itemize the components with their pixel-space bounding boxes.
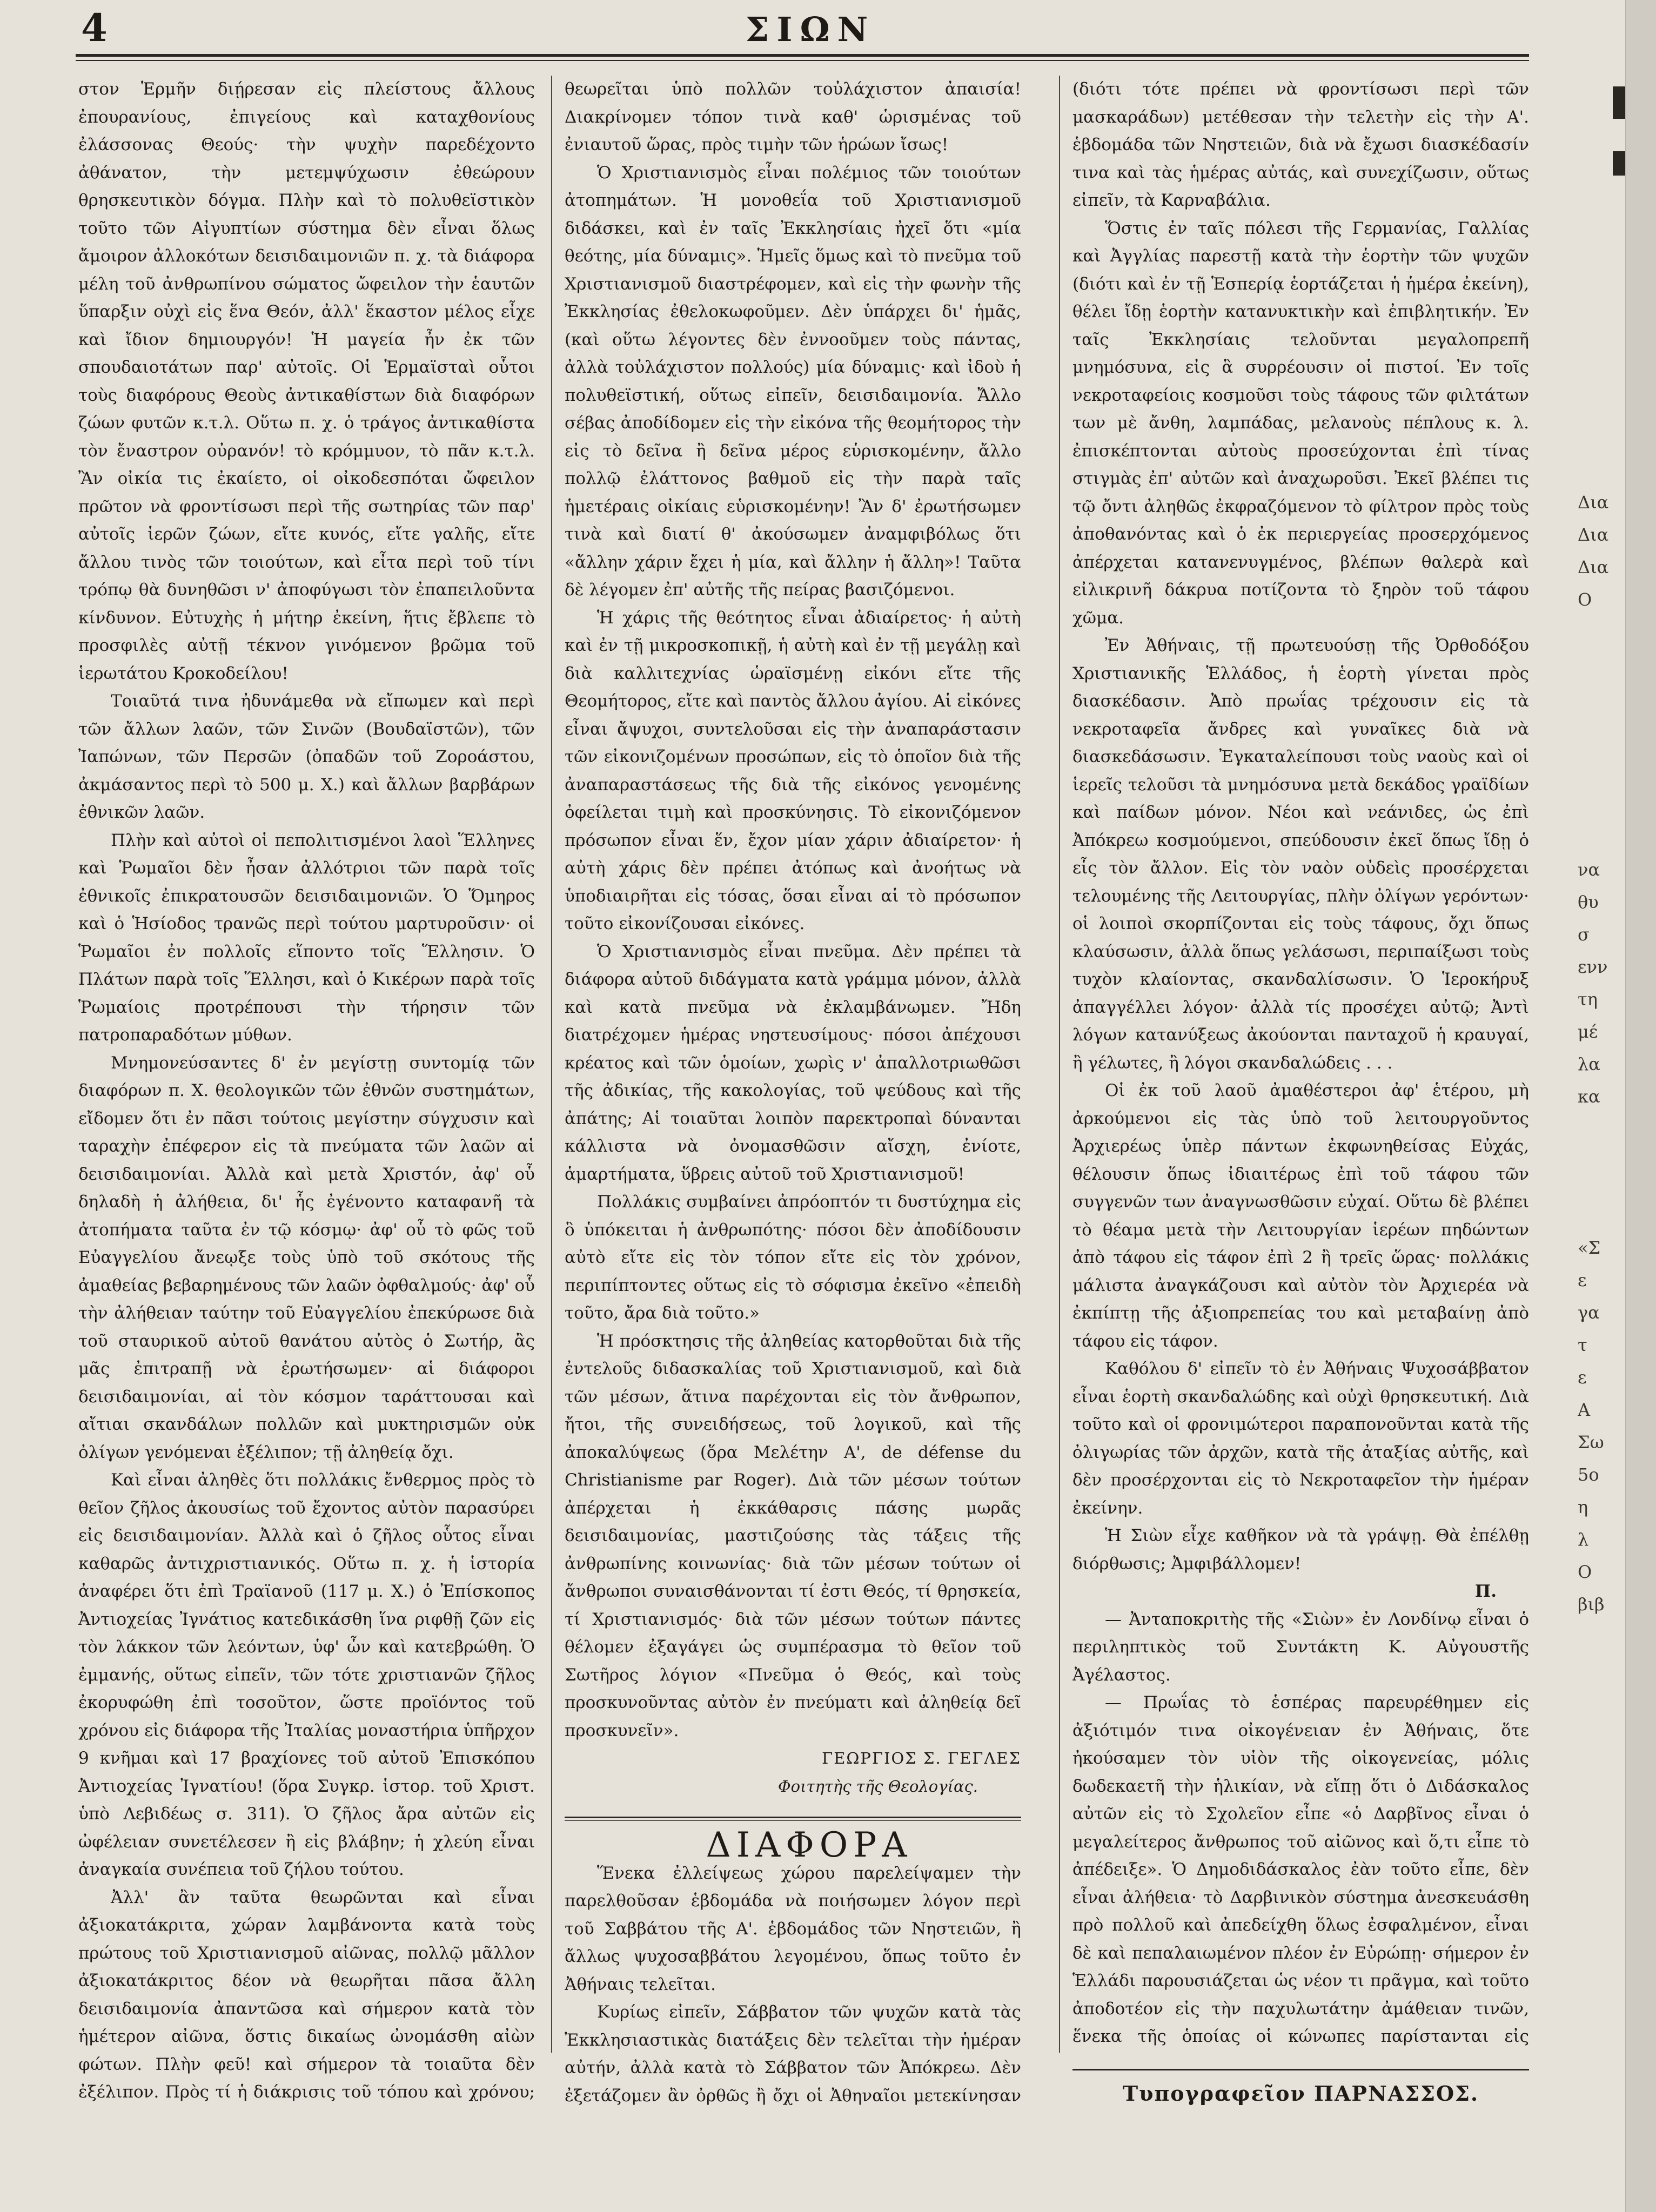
fragment: λ — [1578, 1529, 1589, 1550]
ink-mark — [1613, 151, 1626, 176]
paragraph: Πλὴν καὶ αὐτοὶ οἱ πεπολιτισμένοι λαοὶ Ἕλληνες καὶ Ῥωμαῖοι δὲν ἦσαν ἀλλότριοι τῶν παρὰ τοῖς ἐθνικοῖς ἐπικρατουσῶν δεισιδαιμονιῶν. Ὁ Ὅμηρος καὶ ὁ Ἡσίοδος τρανῶς περὶ τούτου μαρτυροῦσιν· οἱ Ῥωμαῖοι ἐν πολλοῖς εἵποντο τοῖς Ἕλλησιν. Ὁ Πλάτων παρὰ τοῖς Ἕλλησι, καὶ ὁ Κικέρων παρὰ τοῖς Ῥωμαίοις προτρέπουσι τὴν τήρησιν τῶν πατροπαραδότων μύθων. — [78, 830, 535, 1045]
fragment: ενν — [1578, 957, 1608, 977]
paragraph: στον Ἑρμῆν διῄρεσαν εἰς πλείστους ἄλλους ἐπουρανίους, ἐπιγείους καὶ καταχθονίους ἐλάσσονας Θεούς· τὴν ψυχὴν παρεδέχοντο ἀθάνατον, τὴν μετεμψύχωσιν ἐθεώρουν θρησκευτικὸν δόγμα. Πλὴν καὶ τὸ πολυθεϊστικὸν τοῦτο τῶν Αἰγυπτίων σύστημα δὲν εἶναι ὅλως ἄμοιρον ἀλλοκότων δεισιδαιμονιῶν π. χ. τὰ διάφορα μέλη τοῦ ἀνθρωπίνου σώματος ὤφειλον τὴν ἑαυτῶν ὕπαρξιν οὐχὶ εἰς ἕνα Θεόν, ἀλλ' ἕκαστον μέλος εἶχε καὶ ἴδιον δημιουργόν! Ἡ μαγεία ἦν ἐκ τῶν σπουδαιοτάτων παρ' αὐτοῖς. Οἱ Ἑρμαϊσταὶ οὗτοι τοὺς διαφόρους Θεοὺς ἀντικαθίστων διὰ διαφόρων ζώων φυτῶν κ.τ.λ. Οὕτω π. χ. ὁ τράγος ἀντικαθίστα τὸν ἔναστρον οὐρανόν! τὸ κρόμμυον, τὸ πᾶν κ.τ.λ. Ἂν οἰκία τις ἐκαίετο, οἱ οἰκοδεσπόται ὤφειλον πρῶτον νὰ φροντίσωσι περὶ τῆς σωτηρίας τῶν παρ' αὐτοῖς ἱερῶν ζώων, εἴτε κυνός, εἴτε γαλῆς, εἴτε ἄλλου τινὸς τῶν τοιούτων, καὶ εἶτα περὶ τοῦ τίνι τρόπῳ θὰ δυνηθῶσι ν' ἀποφύγωσι τὸν ἐπαπειλοῦντα κίνδυνον. Εὐτυχὴς ἡ μήτηρ ἐκείνη, ἥτις ἔβλεπε τὸ προσφιλὲς αὐτῇ τέκνον γινόμενον βρῶμα τοῦ ἱερωτάτου Κροκοδείλου! — [78, 79, 535, 683]
section-title: ΔΙΑΦΟΡΑ — [706, 1825, 913, 1865]
fragment: Ο — [1578, 1562, 1592, 1582]
paragraph: Ὅστις ἐν ταῖς πόλεσι τῆς Γερμανίας, Γαλλίας καὶ Ἀγγλίας παρεστῇ κατὰ τὴν ἑορτὴν τῶν ψυχῶν (διότι καὶ ἐν τῇ Ἑσπερίᾳ ἑορτάζεται ἡ ἡμέρα ἐκείνη), θέλει ἴδῃ ἑορτὴν κατανυκτικὴν καὶ ἐπιβλητικήν. Ἐν ταῖς Ἐκκλησίαις τελοῦνται μεγαλοπρεπῆ μνημόσυνα, εἰς ἃ συρρέουσιν οἱ πιστοί. Ἐν τοῖς νεκροταφείοις κοσμοῦσι τοὺς τάφους τῶν φιλτάτων των μὲ ἄνθη, λαμπάδας, μελανοὺς πέπλους κ. λ. ἐπισκέπτονται αὐτοὺς προσεύχονται ἐπὶ τίνας στιγμὰς ἐπ' αὐτῶν καὶ ἀναχωροῦσι. Ἐκεῖ βλέπει τις τῷ ὄντι ἀληθῶς ἐκφραζόμενον τὸ φίλτρον πρὸς τοὺς ἀποθανόντας καὶ ὁ ἐκ περιεργείας προσερχόμενος ἀπέρχεται κατανενυγμένος, βλέπων θαλερὰ καὶ εἰλικρινῆ δάκρυα ποτίζοντα τὸ ξηρὸν τοῦ τάφου χῶμα. — [1072, 218, 1529, 628]
column-1 — [78, 76, 535, 2107]
fragment: η — [1578, 1497, 1588, 1517]
fragment: σ — [1578, 924, 1590, 945]
paragraph: Ὁ Χριστιανισμὸς εἶναι πολέμιος τῶν τοιούτων ἀτοπημάτων. Ἡ μονοθεΐα τοῦ Χριστιανισμοῦ διδάσκει, καὶ ἐν ταῖς Ἐκκλησίαις ἠχεῖ ὅτι «μία θεότης, μία δύναμις». Ἡμεῖς ὅμως καὶ τὸ πνεῦμα τοῦ Χριστιανισμοῦ διαστρέφομεν, καὶ εἰς τὴν φωνὴν τῆς Ἐκκλησίας ἐθελοκωφοῦμεν. Δὲν ὑπάρχει δι' ἡμᾶς, (καὶ οὕτω λέγοντες δὲν ἐννοοῦμεν τοὺς πάντας, ἀλλὰ τοὐλάχιστον πολλούς) μία δύναμις· καὶ ἰδοὺ ἡ πολυθεϊστική, οὕτως εἰπεῖν, δεισιδαιμονία. Ἄλλο σέβας ἀποδίδομεν εἰς τὴν εἰκόνα τῆς θεομήτορος τὴν εἰς τὸ δεῖνα ἢ δεῖνα μέρος εὑρισκομένην, ἄλλο πολλῷ ἐλάττονος βαθμοῦ εἰς τὴν παρὰ ταῖς ἡμετέραις οἰκίαις εὑρισκομένην! Ἂν δ' ἐρωτήσωμεν τινὰ καὶ διατί θ' ἀκούσωμεν ἀναμφιβόλως ὅτι «ἄλλην χάριν ἔχει ἡ μία, καὶ ἄλλην ἡ ἄλλη»! Ταῦτα δὲ λέγομεν ἐπ' αὐτῆς τῆς πείρας βασιζόμενοι. — [565, 163, 1021, 600]
paragraph: Οἱ ἐκ τοῦ λαοῦ ἀμαθέστεροι ἀφ' ἑτέρου, μὴ ἀρκούμενοι εἰς τὰς ὑπὸ τοῦ λειτουργοῦντος Ἀρχιερέως ὑπὲρ πάντων ἐκφωνηθείσας Εὐχάς, θέλουσιν ὅπως ἰδιαιτέρως ἐπὶ τοῦ τάφου τῶν συγγενῶν των ἀναγνωσθῶσιν εὐχαί. Οὕτω δὲ βλέπει τὸ θέαμα μετὰ τὴν Λειτουργίαν ἱερέων πηδώντων ἀπὸ τάφου εἰς τάφον ἐπὶ 2 ἢ τρεῖς ὥρας· πολλάκις μάλιστα ἀναγκάζουσι καὶ αὐτὸν τὸν Ἀρχιερέα νὰ ἐκπίπτῃ τῆς ἀξιοπρεπείας του καὶ μεταβαίνῃ ἀπὸ τάφου εἰς τάφον. — [1072, 1081, 1529, 1351]
paragraph: Κυρίως εἰπεῖν, Σάββατον τῶν ψυχῶν κατὰ τὰς Ἐκκλησιαστικὰς διατάξεις δὲν τελεῖται τὴν ἡμέραν αὐτήν, ἀλλὰ κατὰ τὸ Σάββατον τῶν Ἀπόκρεω. Δὲν ἐξετάζομεν ἂν ὀρθῶς ἢ ὄχι οἱ Ἀθηναῖοι μετεκίνησαν — [565, 2002, 1021, 2106]
fragment: τ — [1578, 1335, 1587, 1355]
paragraph: Ἡ χάρις τῆς θεότητος εἶναι ἀδιαίρετος· ἡ αὐτὴ καὶ ἐν τῇ μικροσκοπικῇ, ἡ αὐτὴ καὶ ἐν τῇ μεγάλῃ καὶ διὰ καλλιτεχνίας ὡραϊσμένῃ εἰκόνι εἴτε τῆς Θεομήτορος, εἴτε καὶ παντὸς ἄλλου ἁγίου. Αἱ εἰκόνες εἶναι ἄψυχοι, συντελοῦσαι εἰς τὴν ἀναπαράστασιν τῶν εἰκονιζομένων προσώπων, εἰς τὸ ὁποῖον διὰ τῆς ἀναπαραστάσεως τῆς διὰ τῆς εἰκόνος γενομένης ὀφείλεται τιμὴ καὶ προσκύνησις. Τὸ εἰκονιζόμενον πρόσωπον εἶναι ἕν, ἔχον μίαν χάριν ἀδιαίρετον· ἡ αὐτὴ χάρις δὲν πρέπει ἀτόπως καὶ ἀνοήτως νὰ ὑποδιαιρῆται εἰς τόσας, ὅσαι εἶναι αἱ τὸ πρόσωπον τοῦτο εἰκονίζουσαι εἰκόνες. — [565, 608, 1021, 933]
paragraph: (διότι τότε πρέπει νὰ φροντίσωσι περὶ τῶν μασκαράδων) μετέθεσαν τὴν τελετὴν εἰς τὴν Α'. ἑβδομάδα τῶν Νηστειῶν, διὰ νὰ ἔχωσι διασκέδασίν τινα καὶ τὰς ἡμέρας αὐτάς, καὶ συνεχίζωσιν, οὕτως εἰπεῖν, τὰ Καρναβάλια. — [1072, 79, 1529, 210]
fragment: Α — [1578, 1400, 1591, 1420]
fragment: 5ο — [1578, 1464, 1599, 1485]
fragment: τη — [1578, 989, 1598, 1010]
paragraph: Ἡ πρόσκτησις τῆς ἀληθείας κατορθοῦται διὰ τῆς ἐντελοῦς διδασκαλίας τοῦ Χριστιανισμοῦ, καὶ διὰ τῶν μέσων, ἅτινα παρέχονται εἰς τὸν ἄνθρωπον, ἤτοι, τῆς συνειδήσεως, τοῦ λογικοῦ, καὶ τῆς ἀποκαλύψεως (ὅρα Μελέτην Α', de défense du Christianisme par Roger). Διὰ τῶν μέσων τούτων ἀπέρχεται ἡ ἐκκάθαρσις πάσης μωρᾶς δεισιδαιμονίας, μαστιζούσης τὰς τάξεις τῆς ἀνθρωπίνης κοινωνίας· διὰ τῶν μέσων τούτων οἱ ἄνθρωποι συναισθάνονται τί ἐστι Θεός, τί θρησκεία, τί Χριστιανισμός· διὰ τῶν μέσων τούτων πάντες θέλομεν ἐξαγάγει ὡς συμπέρασμα τὸ θεῖον τοῦ Σωτῆρος λόγιον «Πνεῦμα ὁ Θεός, καὶ τοὺς προσκυνοῦντας αὐτὸν ἐν πνεύματι καὶ ἀληθείᾳ δεῖ προσκυνεῖν». — [565, 1331, 1021, 1740]
fragment: Δια — [1578, 557, 1609, 577]
news-note: — Ἀνταποκριτὴς τῆς «Σιὼν» ἐν Λονδίνῳ εἶναι ὁ περιληπτικὸς τοῦ Συντάκτη Κ. Αὐγουστῆς Ἀγέλαστος. — [1072, 1609, 1529, 1685]
fragment: βιβ — [1578, 1594, 1605, 1615]
page-number: 4 — [81, 5, 108, 50]
fragment: Δια — [1578, 492, 1609, 513]
author-initial: Π. — [1474, 1582, 1497, 1601]
paragraph: Καθόλου δ' εἰπεῖν τὸ ἐν Ἀθήναις Ψυχοσάββατον εἶναι ἑορτὴ σκανδαλώδης καὶ οὐχὶ θρησκευτική. Διὰ τοῦτο καὶ οἱ φρονιμώτεροι παραπονοῦνται κατὰ τῆς ὀλιγωρίας τῶν ἀρχῶν, κατὰ τῆς ἀταξίας αὐτῆς, καὶ δὲν προσέρχονται εἰς τὸ Νεκροταφεῖον τὴν ἡμέραν ἐκείνην. — [1072, 1359, 1529, 1518]
fragment: λα — [1578, 1054, 1600, 1074]
column-divider — [551, 76, 552, 2053]
paragraph: Ἡ Σιὼν εἶχε καθῆκον νὰ τὰ γράψῃ. Θὰ ἐπέλθῃ διόρθωσις; Ἀμφιβάλλομεν! — [1072, 1526, 1529, 1574]
paragraph: Τοιαῦτά τινα ἠδυνάμεθα νὰ εἴπωμεν καὶ περὶ τῶν ἄλλων λαῶν, τῶν Σινῶν (Βουδαϊστῶν), τῶν Ἰαπώνων, τῶν Περσῶν (ὀπαδῶν τοῦ Ζοροάστου, ἀκμάσαντος περὶ τὸ 500 μ. Χ.) καὶ ἄλλων βαρβάρων ἐθνικῶν λαῶν. — [78, 691, 535, 822]
column-3 — [1072, 76, 1529, 2053]
paragraph: θεωρεῖται ὑπὸ πολλῶν τοὐλάχιστον ἀπαισία! Διακρίνομεν τόπον τινὰ καθ' ὡρισμένας τοῦ ἐνιαυτοῦ ὥρας, πρὸς τιμὴν τῶν ἡρώων ἴσως! — [565, 79, 1021, 154]
section-rule — [565, 1817, 1021, 1821]
fragment: ε — [1578, 1270, 1587, 1290]
paragraph: Καὶ εἶναι ἀληθὲς ὅτι πολλάκις ἔνθερμος πρὸς τὸ θεῖον ζῆλος ἀκουσίως τοῦ ἔχοντος αὐτὸν παρασύρει εἰς δεισιδαιμονίαν. Ἀλλὰ καὶ ὁ ζῆλος οὗτος εἶναι καθαρῶς ἀντιχριστιανικός. Οὕτω π. χ. ἡ ἱστορία ἀναφέρει ὅτι ἐπὶ Τραϊανοῦ (117 μ. Χ.) ὁ Ἐπίσκοπος Ἀντιοχείας Ἰγνάτιος κατεδικάσθη ἵνα ριφθῇ ζῶν εἰς τὸν λάκκον τῶν λεόντων, ὑφ' ὧν καὶ κατεβρώθη. Ὁ ἐμμανής, οὕτως εἰπεῖν, τῶν τότε χριστιανῶν ζῆλος ἐκορυφώθη ἐπὶ τοσοῦτον, ὥστε προϊόντος τοῦ χρόνου εἰς διάφορα τῆς Ἰταλίας μοναστήρια ὑπῆρχον 9 κνῆμαι καὶ 17 βραχίονες τοῦ αὐτοῦ Ἐπισκόπου Ἀντιοχείας Ἰγνατίου! (ὅρα Συγκρ. ἱστορ. τοῦ Χριστ. ὑπὸ Λεβιδέως σ. 311). Ὁ ζῆλος ἄρα αὐτῶν εἰς ὠφέλειαν συνετέλεσεν ἢ εἰς βλάβην; ἡ χλεύη εἶναι ἀναγκαία συνέπεια τοῦ ζήλου τούτου. — [78, 1470, 535, 1879]
fragment: «Σ — [1578, 1238, 1601, 1258]
ink-mark — [1613, 86, 1626, 119]
paragraph: Ἐν Ἀθήναις, τῇ πρωτευούσῃ τῆς Ὀρθοδόξου Χριστιανικῆς Ἑλλάδος, ἡ ἑορτὴ γίνεται πρὸς διασκέδασιν. Ἀπὸ πρωΐας τρέχουσιν εἰς τὰ νεκροταφεῖα ἄνδρες καὶ γυναῖκες διὰ νὰ διασκεδάσωσιν. Ἐγκαταλείπουσι τοὺς ναοὺς καὶ οἱ ἱερεῖς τελοῦσι τὰ μνημόσυνα μετὰ δεκάδος γραϊδίων καὶ παίδων μόνον. Νέοι καὶ νεάνιδες, ὡς ἐπὶ Ἀπόκρεω κοσμούμενοι, σπεύδουσιν ἐκεῖ ὅπως ἴδῃ ὁ εἷς τὸν ἄλλον. Εἰς τὸν ναὸν οὐδεὶς προσέρχεται τελουμένης τῆς Λειτουργίας, πλὴν ὀλίγων γερόντων· οἱ λοιποὶ σκορπίζονται εἰς τοὺς τάφους, ὄχι ὅπως κλαύσωσιν, ἀλλὰ ὅπως γελάσωσι, περιπαίξωσι τοὺς τυχὸν κλαίοντας, σκανδαλίσωσιν. Ὁ Ἱεροκήρυξ ἀπαγγέλλει λόγον· ἀλλὰ τίς προσέχει αὐτῷ; Ἀντὶ λόγων κατανύξεως ἀκούονται πανταχοῦ ἡ κραυγαί, ἢ γέλωτες, ἢ λόγοι σκανδαλώδεις . . . — [1072, 636, 1529, 1073]
printer-imprint: Τυπογραφεῖον ΠΑΡΝΑΣΣΟΣ. — [1072, 2069, 1529, 2106]
column-2 — [565, 76, 1021, 2107]
masthead — [81, 5, 1540, 59]
paragraph: Ἀλλ' ἂν ταῦτα θεωρῶνται καὶ εἶναι ἀξιοκατάκριτα, χώραν λαμβάνοντα κατὰ τοὺς πρώτους τοῦ Χριστιανισμοῦ αἰῶνας, πολλῷ μᾶλλον ἀξιοκατάκριτος δέον νὰ θεωρῆται πᾶσα ἄλλη δεισιδαιμονία ἀπαντῶσα καὶ σήμερον κατὰ τὸν ἡμέτερον αἰῶνα, ὅστις δικαίως ὠνομάσθη αἰὼν φώτων. Πλὴν φεῦ! καὶ σήμερον τὰ τοιαῦτα δὲν ἐξέλιπον. Πρὸς τί ἡ διάκρισις τοῦ τόπου καὶ χρόνου; — [78, 1887, 535, 2102]
fragment: ε — [1578, 1367, 1587, 1388]
paragraph: Μνημονεύσαντες δ' ἐν μεγίστῃ συντομίᾳ τῶν διαφόρων π. Χ. θεολογικῶν τῶν ἐθνῶν συστημάτων, εἴδομεν ὅτι ἐν πᾶσι τούτοις μεγίστην σύγχυσιν καὶ ταραχὴν ἐπέφερον εἰς τὰ πνεύματα τῶν λαῶν αἱ δεισιδαιμονίαι. Ἀλλὰ καὶ μετὰ Χριστόν, ἀφ' οὗ δηλαδὴ ἡ ἀλήθεια, δι' ἧς ἐγένοντο καταφανῆ τὰ ἀτοπήματα ταῦτα ἐν τῷ κόσμῳ· ἀφ' οὗ τὸ φῶς τοῦ Εὐαγγελίου ἄνεῳξε τοὺς ὑπὸ τοῦ σκότους τῆς ἀμαθείας βεβαρημένους τῶν λαῶν ὀφθαλμούς· ἀφ' οὗ τὴν ἀλήθειαν ταύτην τοῦ Εὐαγγελίου ἐπεκύρωσε διὰ τοῦ σταυρικοῦ αὐτοῦ θανάτου αὐτὸς ὁ Σωτήρ, ἂς μᾶς ἐπιτραπῇ νὰ ἐρωτήσωμεν· αἱ διάφοροι δεισιδαιμονίαι, αἱ τὸν κόσμον ταράττουσαι καὶ αἴτιαι σκανδάλων πολλῶν καὶ μυκτηρισμῶν οὐκ ὀλίγων γενόμεναι ἐξέλιπον; τῇ ἀληθείᾳ ὄχι. — [78, 1053, 535, 1462]
signature-role: Φοιτητὴς τῆς Θεολογίας. — [777, 1777, 978, 1796]
fragment: γα — [1578, 1302, 1600, 1323]
adjacent-page-strip — [1578, 76, 1626, 2107]
paragraph: Ὁ Χριστιανισμὸς εἶναι πνεῦμα. Δὲν πρέπει τὰ διάφορα αὐτοῦ διδάγματα κατὰ γράμμα μόνον, ἀλλὰ καὶ κατὰ πνεῦμα νὰ ἐκλαμβάνωμεν. Ἤδη διατρέχομεν ἡμέρας νηστευσίμους· πόσοι ἀπέχουσι κρέατος καὶ τῶν ὁμοίων, χωρὶς ν' ἀπαλλοτριωθῶσι τῆς ἀδικίας, τῆς κακολογίας, τοῦ ψεύδους καὶ τῆς ἀπάτης; Αἱ τοιαῦται λοιπὸν παρεκτροπαὶ δύνανται κάλλιστα νὰ ὀνομασθῶσιν αἴσχη, ἐνίοτε, ἁμαρτήματα, ὕβρεις αὐτοῦ τοῦ Χριστιανισμοῦ! — [565, 942, 1021, 1184]
fragment: μέ — [1578, 1021, 1598, 1042]
fragment: να — [1578, 859, 1600, 880]
fragment: κα — [1578, 1086, 1600, 1107]
masthead-rule — [76, 54, 1529, 61]
fragment: Σω — [1578, 1432, 1604, 1453]
column-divider — [1059, 76, 1060, 2053]
fragment: θυ — [1578, 892, 1599, 912]
page-edge — [1625, 0, 1656, 2212]
signature-name: ΓΕΩΡΓΙΟΣ Σ. ΓΕΓΛΕΣ — [822, 1749, 1021, 1767]
news-note: — Πρωΐας τὸ ἑσπέρας παρευρέθημεν εἰς ἀξιότιμόν τινα οἰκογένειαν ἐν Ἀθήναις, ὅτε ἠκούσαμεν τὸν υἱὸν τῆς οἰκογενείας, μόλις δωδεκαετῆ τὴν ἡλικίαν, νὰ εἴπῃ ὅτι ὁ Διδάσκαλος αὐτῶν εἰς τὸ Σχολεῖον εἶπε «ὁ Δαρβῖνος εἶναι ὁ μεγαλείτερος ἄνθρωπος τοῦ αἰῶνος καὶ ὅ,τι εἶπε τὸ ἀπέδειξε». Ὁ Δημοδιδάσκαλος ἐὰν τοῦτο εἶπε, δὲν εἶναι ἀλήθεια· τὸ Δαρβινικὸν σύστημα ἀνεσκευάσθη πρὸ πολλοῦ καὶ ἀπεδείχθη ὅλως ἐσφαλμένον, εἶναι δὲ καὶ πεπαλαιωμένον πλέον ἐν Εὐρώπῃ· σήμερον ἐν Ἑλλάδι παρουσιάζεται ὡς νέον τι πρᾶγμα, καὶ τοῦτο ἀποδοτέον εἰς τὴν παχυλωτάτην ἀμάθειαν τινῶν, ἕνεκα τῆς ὁποίας οἱ κώνωπες παρίστανται εἰς — [1072, 1693, 1529, 2046]
paragraph: Πολλάκις συμβαίνει ἀπρόοπτόν τι δυστύχημα εἰς ὃ ὑπόκειται ἡ ἀνθρωπότης· πόσοι δὲν ἀποδίδουσιν αὐτὸ εἴτε εἰς τὸν τόπον εἴτε εἰς τὸν χρόνον, περιπίπτοντες οὕτως εἰς τὸ σόφισμα ἐκεῖνο «ἐπειδὴ τοῦτο, ἄρα διὰ τοῦτο.» — [565, 1192, 1021, 1323]
fragment: Δια — [1578, 525, 1609, 545]
fragment: Ο — [1578, 589, 1592, 610]
paragraph: Ἕνεκα ἐλλείψεως χώρου παρελείψαμεν τὴν παρελθοῦσαν ἑβδομάδα νὰ ποιήσωμεν λόγον περὶ τοῦ Σαββάτου τῆς Α'. ἑβδομάδος τῶν Νηστειῶν, ἢ ἄλλως ψυχοσαββάτου λεγομένου, ὅπως τοῦτο ἐν Ἀθήναις τελεῖται. — [565, 1863, 1021, 1994]
newspaper-title: ΣΙΩΝ — [745, 10, 876, 49]
